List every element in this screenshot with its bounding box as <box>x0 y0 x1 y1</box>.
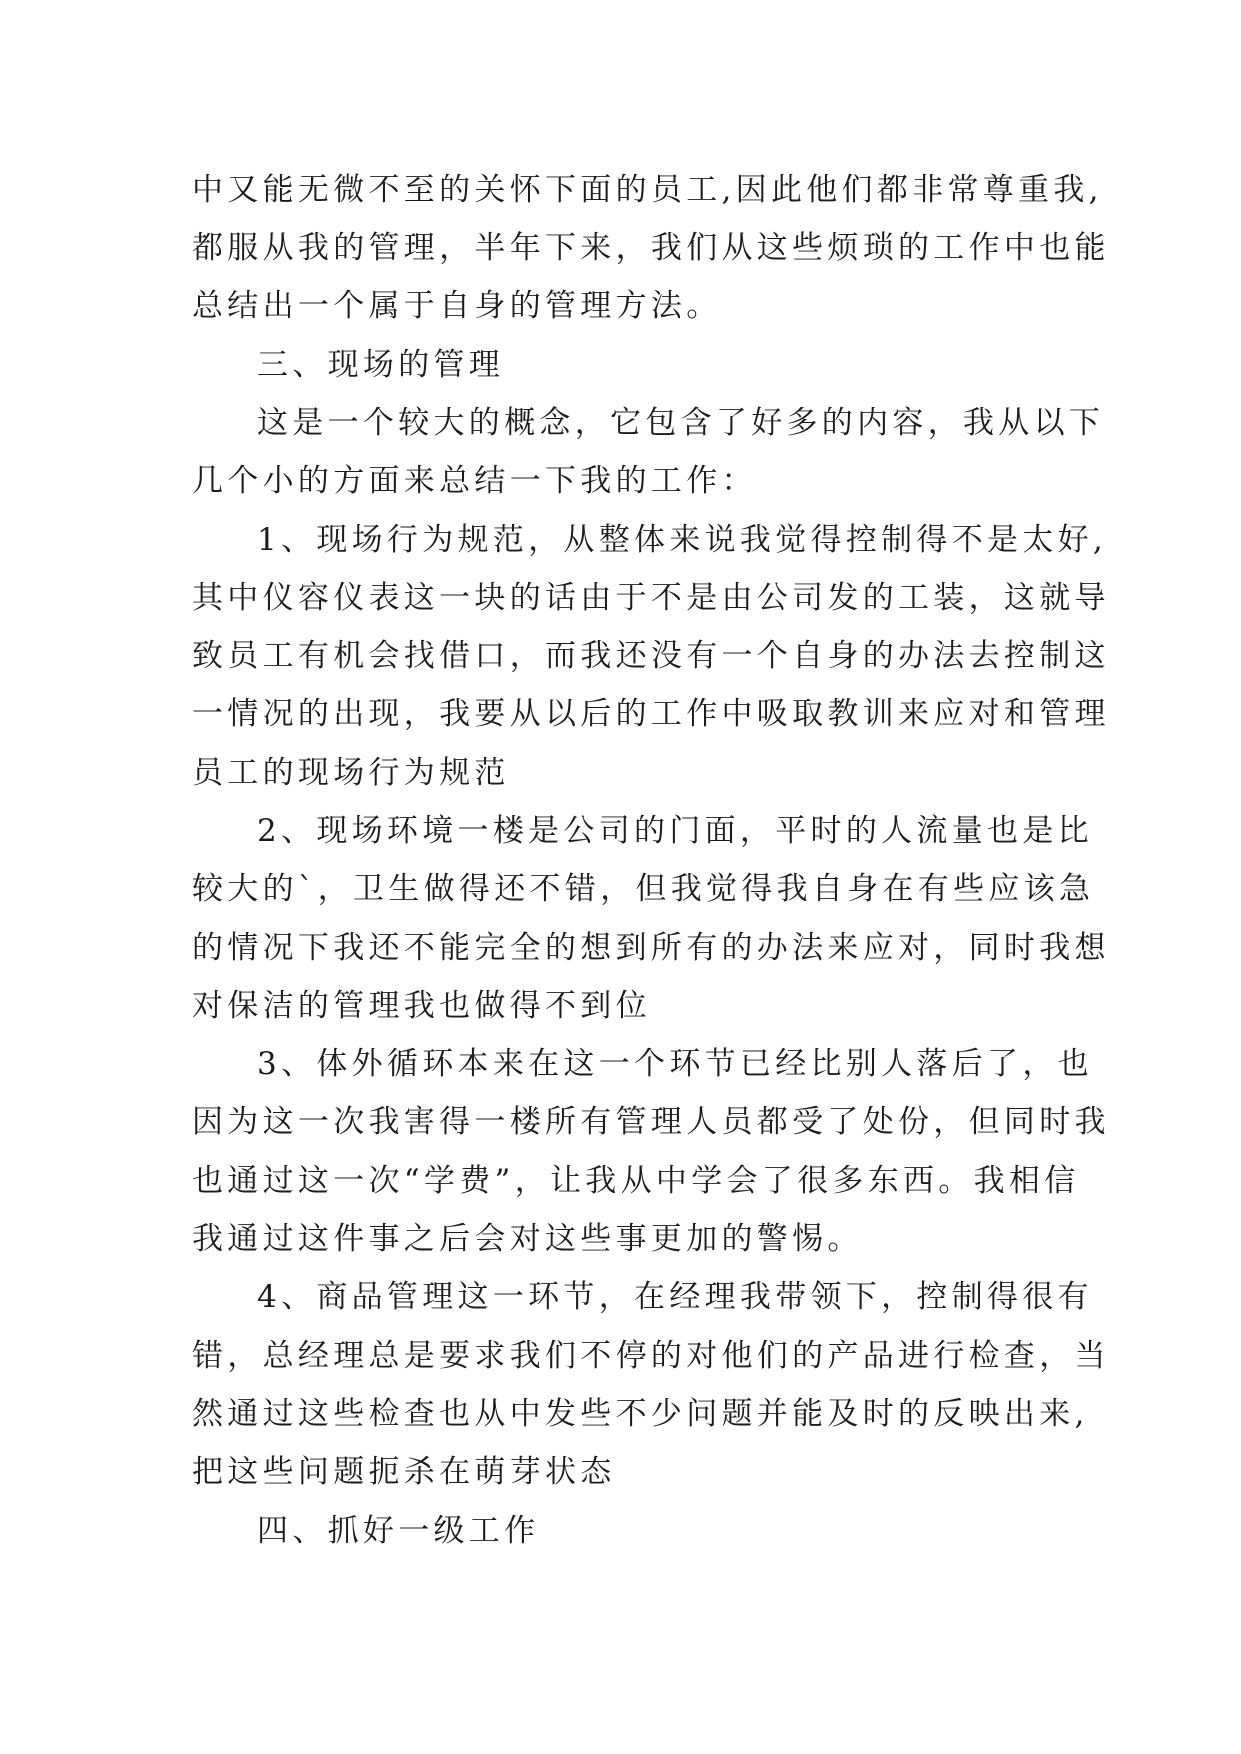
body-text-line: 然通过这些检查也从中发些不少问题并能及时的反映出来, <box>192 1396 1089 1432</box>
body-text-line: 我通过这件事之后会对这些事更加的警惕。 <box>192 1221 863 1257</box>
paragraph-first-line: 这是一个较大的概念，它包含了好多的内容，我从以下 <box>257 405 1105 441</box>
body-text-line: 都服从我的管理，半年下来，我们从这些烦琐的工作中也能 <box>192 230 1110 266</box>
list-item-2-first-line: 2、现场环境一楼是公司的门面，平时的人流量也是比 <box>257 813 1093 849</box>
body-text-line: 错，总经理总是要求我们不停的对他们的产品进行检查，当 <box>192 1338 1110 1374</box>
body-text-line: 几个小的方面来总结一下我的工作： <box>192 463 757 499</box>
body-text-line: 致员工有机会找借口，而我还没有一个自身的办法去控制这 <box>192 638 1110 674</box>
body-text-line: 的情况下我还不能完全的想到所有的办法来应对，同时我想 <box>192 930 1110 966</box>
body-text-line: 把这些问题扼杀在萌芽状态 <box>192 1454 616 1490</box>
section-heading: 三、现场的管理 <box>257 347 505 383</box>
list-item-1-first-line: 1、现场行为规范，从整体来说我觉得控制得不是太好, <box>257 522 1108 558</box>
body-text-line: 也通过这一次“学费”，让我从中学会了很多东西。我相信 <box>192 1163 1080 1199</box>
body-text-line: 其中仪容仪表这一块的话由于不是由公司发的工装，这就导 <box>192 580 1110 616</box>
body-text-line: 较大的`，卫生做得还不错，但我觉得我自身在有些应该急 <box>192 871 1095 907</box>
body-text-line: 对保洁的管理我也做得不到位 <box>192 988 651 1024</box>
body-text-line: 员工的现场行为规范 <box>192 755 510 791</box>
list-item-3-first-line: 3、体外循环本来在这一个环节已经比别人落后了，也 <box>257 1046 1093 1082</box>
body-text-line: 因为这一次我害得一楼所有管理人员都受了处份，但同时我 <box>192 1104 1110 1140</box>
section-heading: 四、抓好一级工作 <box>257 1513 540 1549</box>
body-text-line: 中又能无微不至的关怀下面的员工,因此他们都非常尊重我, <box>192 172 1103 208</box>
list-item-4-first-line: 4、商品管理这一环节，在经理我带领下，控制得很有 <box>257 1279 1093 1315</box>
body-text-line: 一情况的出现，我要从以后的工作中吸取教训来应对和管理 <box>192 696 1110 732</box>
body-text-line: 总结出一个属于自身的管理方法。 <box>192 288 722 324</box>
